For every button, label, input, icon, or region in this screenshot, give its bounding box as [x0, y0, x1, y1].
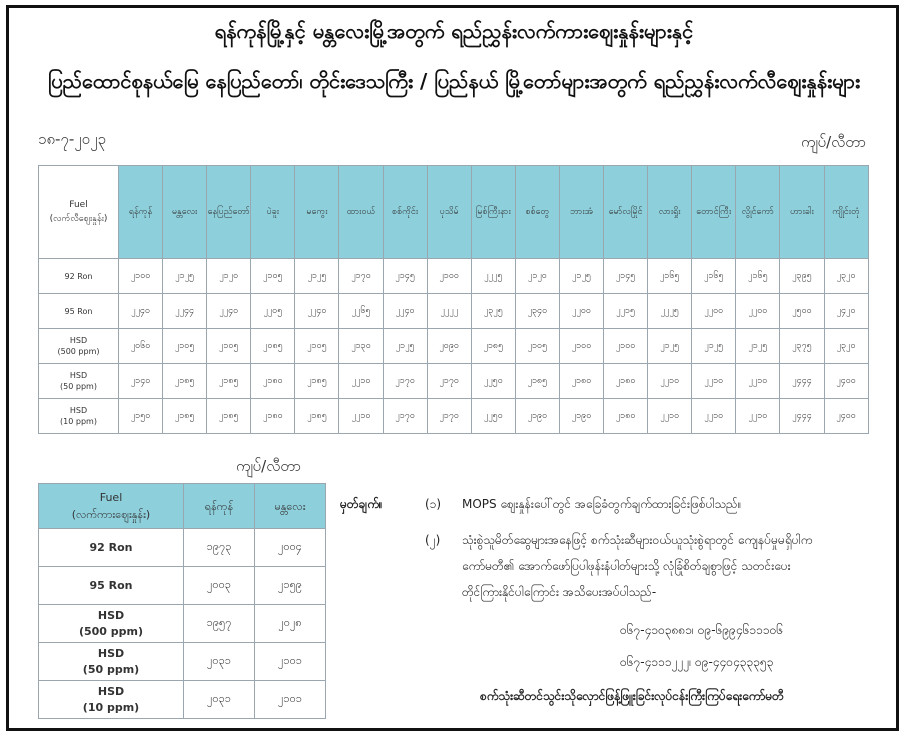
city-header: ပုသိမ် [427, 166, 471, 259]
price-cell: ၂၂၅၀ [471, 399, 515, 434]
fuel-type-label: HSD [69, 336, 88, 345]
fuel-type-cell [39, 643, 184, 681]
price-cell: ၂၁၂၅ [559, 259, 603, 294]
retail-fuel-header-line1: Fuel [69, 200, 88, 210]
price-cell: ၂၁၄၅ [604, 259, 648, 294]
price-cell: ၂၁၅၉ [255, 567, 326, 605]
price-cell: ၂၁၀၅ [163, 329, 207, 364]
price-cell: ၂၁၀၀ [119, 259, 163, 294]
note-2-line3: တိုင်ကြားနိုင်ပါကြောင်း အသိပေးအပ်ပါသည်- [462, 585, 657, 599]
city-header: မော်လမြိုင် [604, 166, 648, 259]
price-cell: ၂၀၂၈ [255, 605, 326, 643]
fuel-type-label: HSD [97, 646, 125, 660]
city-header: စစ်ကိုင်း [383, 166, 427, 259]
price-cell: ၂၁၇၀ [427, 364, 471, 399]
city-header: ထားဝယ် [339, 166, 383, 259]
committee-name: စက်သုံးဆီတင်သွင်းသိုလှောင်ဖြန့်ဖြူးခြင်းလုပ်ငန်းကြီးကြပ်ရေးကော်မတီ [480, 689, 784, 703]
fuel-type-cell [39, 605, 184, 643]
price-cell: ၂၂၁၀ [692, 364, 736, 399]
price-cell: ၂၁၂၅ [163, 259, 207, 294]
price-cell: ၂၁၉၀ [515, 399, 559, 434]
price-cell: ၂၁၄၅ [383, 259, 427, 294]
fuel-type-label: 92 Ron [64, 271, 93, 281]
fuel-type-label: 95 Ron [64, 306, 93, 316]
retail-row [39, 399, 869, 434]
price-cell: ၂၁၂၀ [515, 259, 559, 294]
fuel-type-label: 92 Ron [89, 540, 133, 554]
complaint-phone-2: ၀၆၇-၄၁၁၁၂၂၂၊ ၀၉-၄၄၀၄၃၃၃၅၃ [620, 655, 774, 669]
city-header: ကျိုင်းတုံ [824, 166, 868, 259]
title-line1: ရန်ကုန်မြို့နှင့် မန္တလေးမြို့အတွက် ရည်ညွှန်းလက်ကားဈေးနှုန်းများနှင့် [214, 19, 694, 43]
price-cell: ၂၀၀၄ [255, 529, 326, 567]
price-cell: ၂၂၄၀ [207, 294, 251, 329]
price-cell: ၂၁၀၅ [515, 329, 559, 364]
price-cell: ၂၂၄၄ [163, 294, 207, 329]
price-cell: ၂၀၆၀ [119, 329, 163, 364]
price-cell: ၂၁၀၀ [427, 259, 471, 294]
retail-fuel-header [39, 166, 119, 259]
price-cell: ၂၁၀၅ [295, 329, 339, 364]
city-header: ပဲခူး [251, 166, 295, 259]
fuel-type-cell [39, 364, 119, 399]
wholesale-fuel-header-line1: Fuel [99, 491, 123, 504]
city-header: မြစ်ကြီးနား [471, 166, 515, 259]
price-cell: ၂၀၀၃ [184, 567, 255, 605]
city-header: နေပြည်တော် [207, 166, 251, 259]
wholesale-unit-label: ကျပ်/လီတာ [236, 457, 302, 475]
price-cell: ၂၁၇၀ [383, 364, 427, 399]
price-cell: ၂၁၈၀ [604, 399, 648, 434]
price-cell: ၂၃၉၅ [780, 259, 824, 294]
price-cell: ၂၁၈၅ [207, 364, 251, 399]
title-line2: ပြည်ထောင်စုနယ်မြေ နေပြည်တော်၊ တိုင်းဒေသကြီး / ပြည်နယ် မြို့တော်များအတွက် ရည်ညွှန်းလက်လီဈေးနှုန်းများ [47, 69, 861, 93]
price-cell: ၂၂၂၅ [648, 294, 692, 329]
price-cell: ၂၁၆၅ [736, 259, 780, 294]
price-cell: ၂၁၂၅ [383, 329, 427, 364]
price-cell: ၂၄၄၄ [780, 364, 824, 399]
fuel-type-label: (10 ppm) [82, 700, 140, 714]
fuel-type-label: (10 ppm) [60, 417, 97, 426]
fuel-type-label: (500 ppm) [78, 624, 144, 638]
fuel-type-cell [39, 294, 119, 329]
note-2-line2: ကော်မတီ၏ အောက်ဖော်ပြပါဖုန်းနံပါတ်များသို့ လုံခြုံစိတ်ချစွာဖြင့် သတင်းပေး [462, 559, 791, 573]
price-cell: ၂၂၁၀ [339, 364, 383, 399]
price-cell: ၂၀၃၁ [184, 681, 255, 719]
fuel-type-label: HSD [69, 406, 88, 415]
price-cell: ၂၂၁၀ [692, 399, 736, 434]
price-cell: ၂၁၀၅ [207, 329, 251, 364]
bulletin-date: ၁၈-၇-၂၀၂၃ [38, 130, 106, 148]
price-cell: ၂၁၈၅ [295, 364, 339, 399]
price-cell: ၂၄၀၀ [824, 399, 868, 434]
price-cell: ၂၁၅၀ [119, 399, 163, 434]
note-1-text: MOPS ဈေးနှုန်းပေါ်တွင် အခြေခံတွက်ချက်ထားခြင်းဖြစ်ပါသည်။ [462, 497, 742, 511]
wholesale-price-table [38, 483, 326, 719]
note-1-number: (၁) [425, 497, 442, 511]
price-cell: ၂၁၈၀ [251, 399, 295, 434]
price-cell: ၂၀၉၀ [427, 329, 471, 364]
price-cell: ၂၁၂၅ [692, 329, 736, 364]
price-cell: ၂၃၂၀ [824, 329, 868, 364]
price-cell: ၂၁၂၅ [648, 329, 692, 364]
price-cell: ၂၁၈၀ [559, 364, 603, 399]
price-cell: ၂၂၀၀ [736, 294, 780, 329]
city-header: စစ်တွေ [515, 166, 559, 259]
price-cell: ၂၁၀၅ [251, 259, 295, 294]
city-header: ဟားခါး [780, 166, 824, 259]
price-cell: ၂၄၄၄ [780, 399, 824, 434]
price-cell: ၂၁၂၀ [207, 259, 251, 294]
price-cell: ၂၁၆၅ [692, 259, 736, 294]
city-header: တောင်ကြီး [692, 166, 736, 259]
price-cell: ၂၁၀၀ [604, 329, 648, 364]
city-header: ဘားအံ [559, 166, 603, 259]
city-header: မန္တလေး [163, 166, 207, 259]
price-cell: ၂၂၁၀ [648, 399, 692, 434]
price-cell: ၂၂၄၀ [119, 294, 163, 329]
wholesale-fuel-header-line2: (လက်ကားဈေးနှုန်း) [71, 508, 151, 521]
price-cell: ၂၁၈၅ [295, 399, 339, 434]
price-cell: ၂၁၈၀ [251, 364, 295, 399]
city-header: လွိုင်ကော် [736, 166, 780, 259]
fuel-type-label: HSD [69, 371, 88, 380]
price-cell: ၂၂၀၀ [692, 294, 736, 329]
price-cell: ၂၃၄၀ [515, 294, 559, 329]
city-header: ရန်ကုန် [119, 166, 163, 259]
fuel-type-cell [39, 529, 184, 567]
price-cell: ၂၁၈၅ [471, 329, 515, 364]
note-2-number: (၂) [425, 533, 441, 547]
price-cell: ၂၂၁၀ [648, 364, 692, 399]
price-cell: ၂၁၄၀ [119, 364, 163, 399]
fuel-type-label: HSD [97, 608, 125, 622]
note-2-line1: သုံးစွဲသူမိတ်ဆွေများအနေဖြင့် စက်သုံးဆီများဝယ်ယူသုံးစွဲရာတွင် ကျေနပ်မှုမရှိပါက [462, 533, 813, 547]
price-cell: ၂၂၁၀ [736, 364, 780, 399]
price-cell: ၂၅၀၀ [780, 294, 824, 329]
retail-price-table [38, 165, 869, 434]
price-cell: ၂၀၃၁ [184, 643, 255, 681]
price-cell: ၁၉၇၃ [184, 529, 255, 567]
price-cell: ၂၁၃၀ [339, 329, 383, 364]
wholesale-row [39, 567, 326, 605]
price-cell: ၂၂၁၀ [736, 399, 780, 434]
retail-row [39, 259, 869, 294]
price-cell: ၂၂၁၀ [339, 399, 383, 434]
price-cell: ၂၁၈၅ [207, 399, 251, 434]
price-cell: ၂၂၆၅ [339, 294, 383, 329]
price-cell: ၂၂၅၀ [471, 364, 515, 399]
retail-row [39, 294, 869, 329]
wholesale-city-header: ရန်ကုန် [184, 484, 255, 529]
price-cell: ၂၁၈၅ [515, 364, 559, 399]
price-cell: ၂၃၇၅ [780, 329, 824, 364]
price-cell: ၂၁၆၅ [648, 259, 692, 294]
price-cell: ၂၁၇၀ [383, 399, 427, 434]
fuel-type-cell [39, 567, 184, 605]
price-cell: ၂၁၀၀ [559, 329, 603, 364]
price-cell: ၂၂၄၀ [295, 294, 339, 329]
fuel-type-cell [39, 399, 119, 434]
price-cell: ၂၄၂၀ [824, 294, 868, 329]
price-cell: ၂၁၇၀ [427, 399, 471, 434]
price-cell: ၂၁၈၅ [163, 364, 207, 399]
price-cell: ၂၁၂၅ [736, 329, 780, 364]
retail-unit-label: ကျပ်/လီတာ [800, 133, 866, 151]
wholesale-row [39, 529, 326, 567]
wholesale-fuel-header [39, 484, 184, 529]
price-cell: ၂၂၂၅ [471, 259, 515, 294]
wholesale-row [39, 605, 326, 643]
price-cell: ၂၁၉၀ [559, 399, 603, 434]
wholesale-city-header: မန္တလေး [255, 484, 326, 529]
fuel-type-cell [39, 259, 119, 294]
retail-row [39, 329, 869, 364]
notes-label: မှတ်ချက်။ [340, 497, 383, 511]
fuel-type-label: HSD [97, 684, 125, 698]
fuel-type-label: (50 ppm) [82, 662, 140, 676]
wholesale-row [39, 681, 326, 719]
fuel-type-cell [39, 329, 119, 364]
price-cell: ၂၁၀၁ [255, 643, 326, 681]
price-cell: ၂၃၂၅ [471, 294, 515, 329]
price-cell: ၂၁၈၀ [604, 364, 648, 399]
complaint-phone-1: ၀၆၇-၄၁၀၃၈၈၁၊ ၀၉-၆၉၉၄၆၁၁၁၀၆ [620, 623, 784, 637]
city-header: မကွေး [295, 166, 339, 259]
city-header: လားရှိုး [648, 166, 692, 259]
fuel-type-label: (50 ppm) [60, 382, 97, 391]
price-cell: ၂၂၀၅ [251, 294, 295, 329]
price-cell: ၂၂၄၀ [383, 294, 427, 329]
price-cell: ၂၁၈၅ [163, 399, 207, 434]
retail-fuel-header-line2: (လက်လီဈေးနှုန်း) [49, 214, 108, 224]
retail-row [39, 364, 869, 399]
price-cell: ၂၃၂၀ [824, 259, 868, 294]
fuel-type-cell [39, 681, 184, 719]
price-cell: ၂၁၂၅ [295, 259, 339, 294]
price-cell: ၂၂၁၅ [604, 294, 648, 329]
wholesale-row [39, 643, 326, 681]
price-cell: ၂၂၀၀ [559, 294, 603, 329]
price-cell: ၂၂၂၂ [427, 294, 471, 329]
fuel-type-label: 95 Ron [89, 578, 133, 592]
fuel-type-label: (500 ppm) [57, 347, 100, 356]
price-cell: ၂၀၈၅ [251, 329, 295, 364]
price-cell: ၂၄၀၀ [824, 364, 868, 399]
price-cell: ၁၉၅၇ [184, 605, 255, 643]
price-cell: ၂၁၀၁ [255, 681, 326, 719]
price-cell: ၂၁၇၀ [339, 259, 383, 294]
